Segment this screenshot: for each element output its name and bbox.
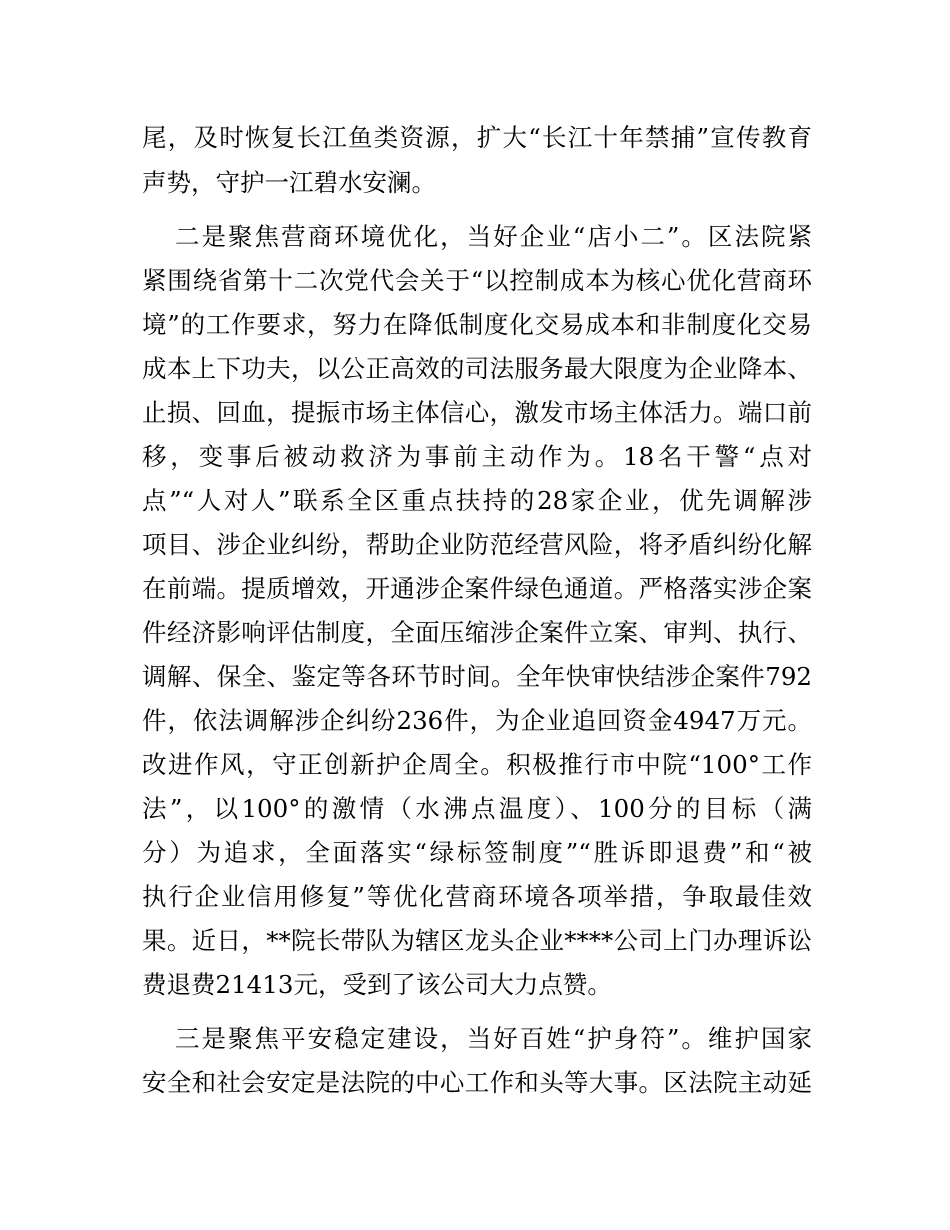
text-line: 件，依法调解涉企纠纷236件，为企业追回资金4947万元。: [142, 706, 812, 735]
text-line: 改进作风，守正创新护企周全。积极推行市中院“100°工作: [142, 750, 812, 779]
text-line: 在前端。提质增效，开通涉企案件绿色通道。严格落实涉企案: [142, 574, 812, 603]
text-line: 成本上下功夫，以公正高效的司法服务最大限度为企业降本、: [142, 354, 812, 383]
text-line: 法”，以100°的激情（水沸点温度）、100分的目标（满: [142, 794, 812, 823]
text-line: 止损、回血，提振市场主体信心，激发市场主体活力。端口前: [142, 398, 812, 427]
text-line: 三是聚焦平安稳定建设，当好百姓“护身符”。维护国家: [175, 1024, 812, 1053]
text-line: 执行企业信用修复”等优化营商环境各项举措，争取最佳效: [142, 882, 812, 911]
text-line: 紧围绕省第十二次党代会关于“以控制成本为核心优化营商环: [142, 266, 812, 295]
text-line: 境”的工作要求，努力在降低制度化交易成本和非制度化交易: [142, 310, 812, 339]
text-line: 件经济影响评估制度，全面压缩涉企案件立案、审判、执行、: [142, 618, 812, 647]
text-line: 果。近日，**院长带队为辖区龙头企业****公司上门办理诉讼: [142, 926, 812, 955]
text-line: 点”“人对人”联系全区重点扶持的28家企业，优先调解涉: [142, 486, 812, 515]
text-line: 分）为追求，全面落实“绿标签制度”“胜诉即退费”和“被: [142, 838, 812, 867]
text-line: 安全和社会安定是法院的中心工作和头等大事。区法院主动延: [142, 1068, 812, 1097]
text-line: 尾，及时恢复长江鱼类资源，扩大“长江十年禁捕”宣传教育: [142, 123, 812, 152]
text-line: 二是聚焦营商环境优化，当好企业“店小二”。区法院紧: [175, 222, 812, 251]
text-line: 移，变事后被动救济为事前主动作为。18名干警“点对: [142, 442, 812, 471]
text-line: 调解、保全、鉴定等各环节时间。全年快审快结涉企案件792: [142, 662, 812, 691]
text-line: 项目、涉企业纠纷，帮助企业防范经营风险，将矛盾纠纷化解: [142, 530, 812, 559]
text-line: 声势，守护一江碧水安澜。: [142, 168, 436, 197]
text-line: 费退费21413元，受到了该公司大力点赞。: [142, 970, 612, 999]
